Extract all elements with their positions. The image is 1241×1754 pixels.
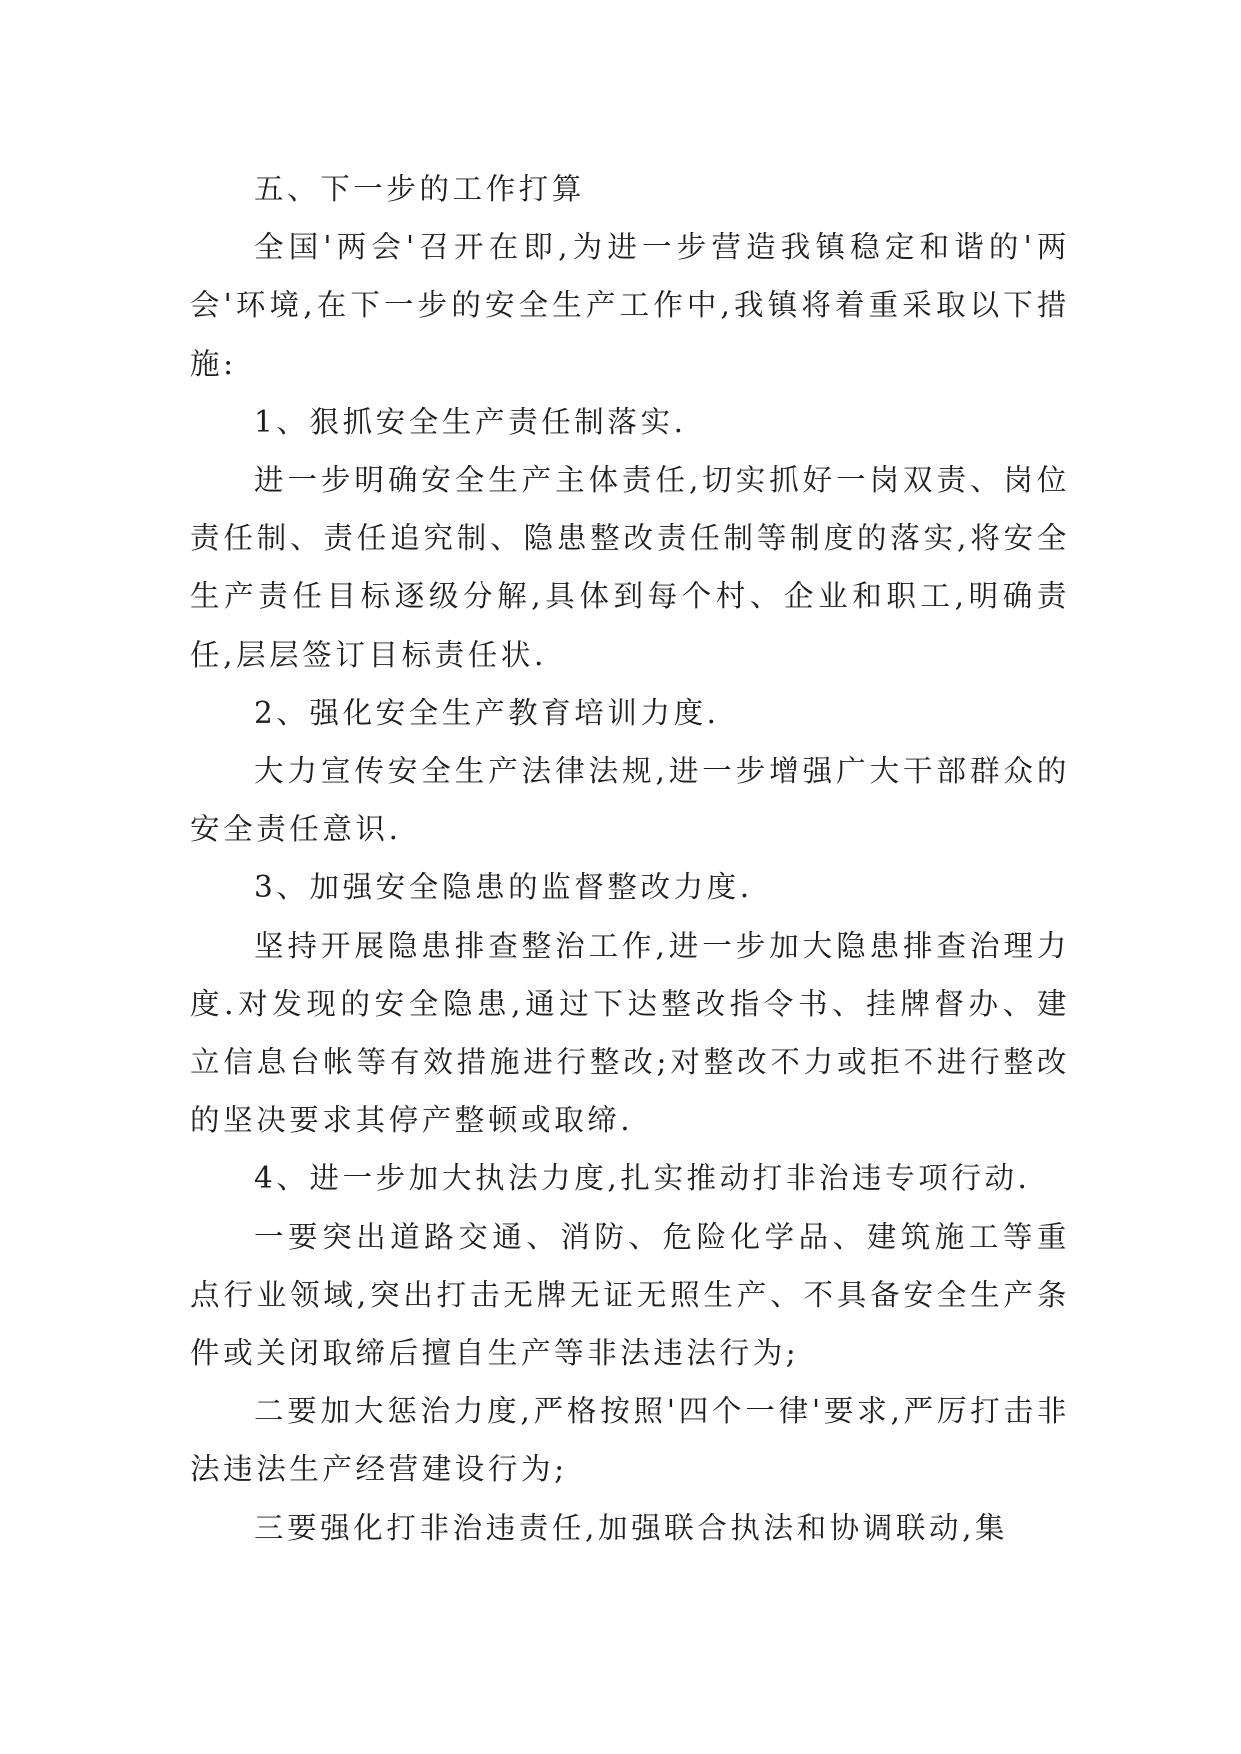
item-body-1: 进一步明确安全生产主体责任,切实抓好一岗双责、岗位责任制、责任追究制、隐患整改责任制等制度的落实,将安全生产责任目标逐级分解,具体到每个村、企业和职工,明确责任,层层签订目标责任状.: [190, 463, 1070, 672]
item-body-4-part-2: 二要加大惩治力度,严格按照'四个一律'要求,严厉打击非法违法生产经营建设行为;: [190, 1394, 1070, 1487]
item-heading-1: 1、狠抓安全生产责任制落实.: [254, 404, 687, 439]
document-body: [190, 160, 1070, 1557]
section-heading: 五、下一步的工作打算: [254, 172, 586, 206]
item-heading-2: 2、强化安全生产教育培训力度.: [254, 695, 720, 730]
item-heading-3: 3、加强安全隐患的监督整改力度.: [254, 870, 753, 905]
item-heading-4: 4、进一步加大执法力度,扎实推动打非治违专项行动.: [254, 1161, 1031, 1196]
item-body-2: 大力宣传安全生产法律法规,进一步增强广大干部群众的安全责任意识.: [190, 754, 1070, 847]
item-body-3: 坚持开展隐患排查整治工作,进一步加大隐患排查治理力度.对发现的安全隐患,通过下达整改指令书、挂牌督办、建立信息台帐等有效措施进行整改;对整改不力或拒不进行整改的坚决要求其停产整顿或取缔.: [190, 928, 1070, 1138]
intro-paragraph: 全国'两会'召开在即,为进一步营造我镇稳定和谐的'两会'环境,在下一步的安全生产工作中,我镇将着重采取以下措施:: [190, 230, 1070, 381]
item-body-4-part-3: 三要强化打非治违责任,加强联合执法和协调联动,集: [254, 1510, 1009, 1545]
item-body-4-part-1: 一要突出道路交通、消防、危险化学品、建筑施工等重点行业领域,突出打击无牌无证无照生产、不具备安全生产条件或关闭取缔后擅自生产等非法违法行为;: [190, 1219, 1070, 1371]
